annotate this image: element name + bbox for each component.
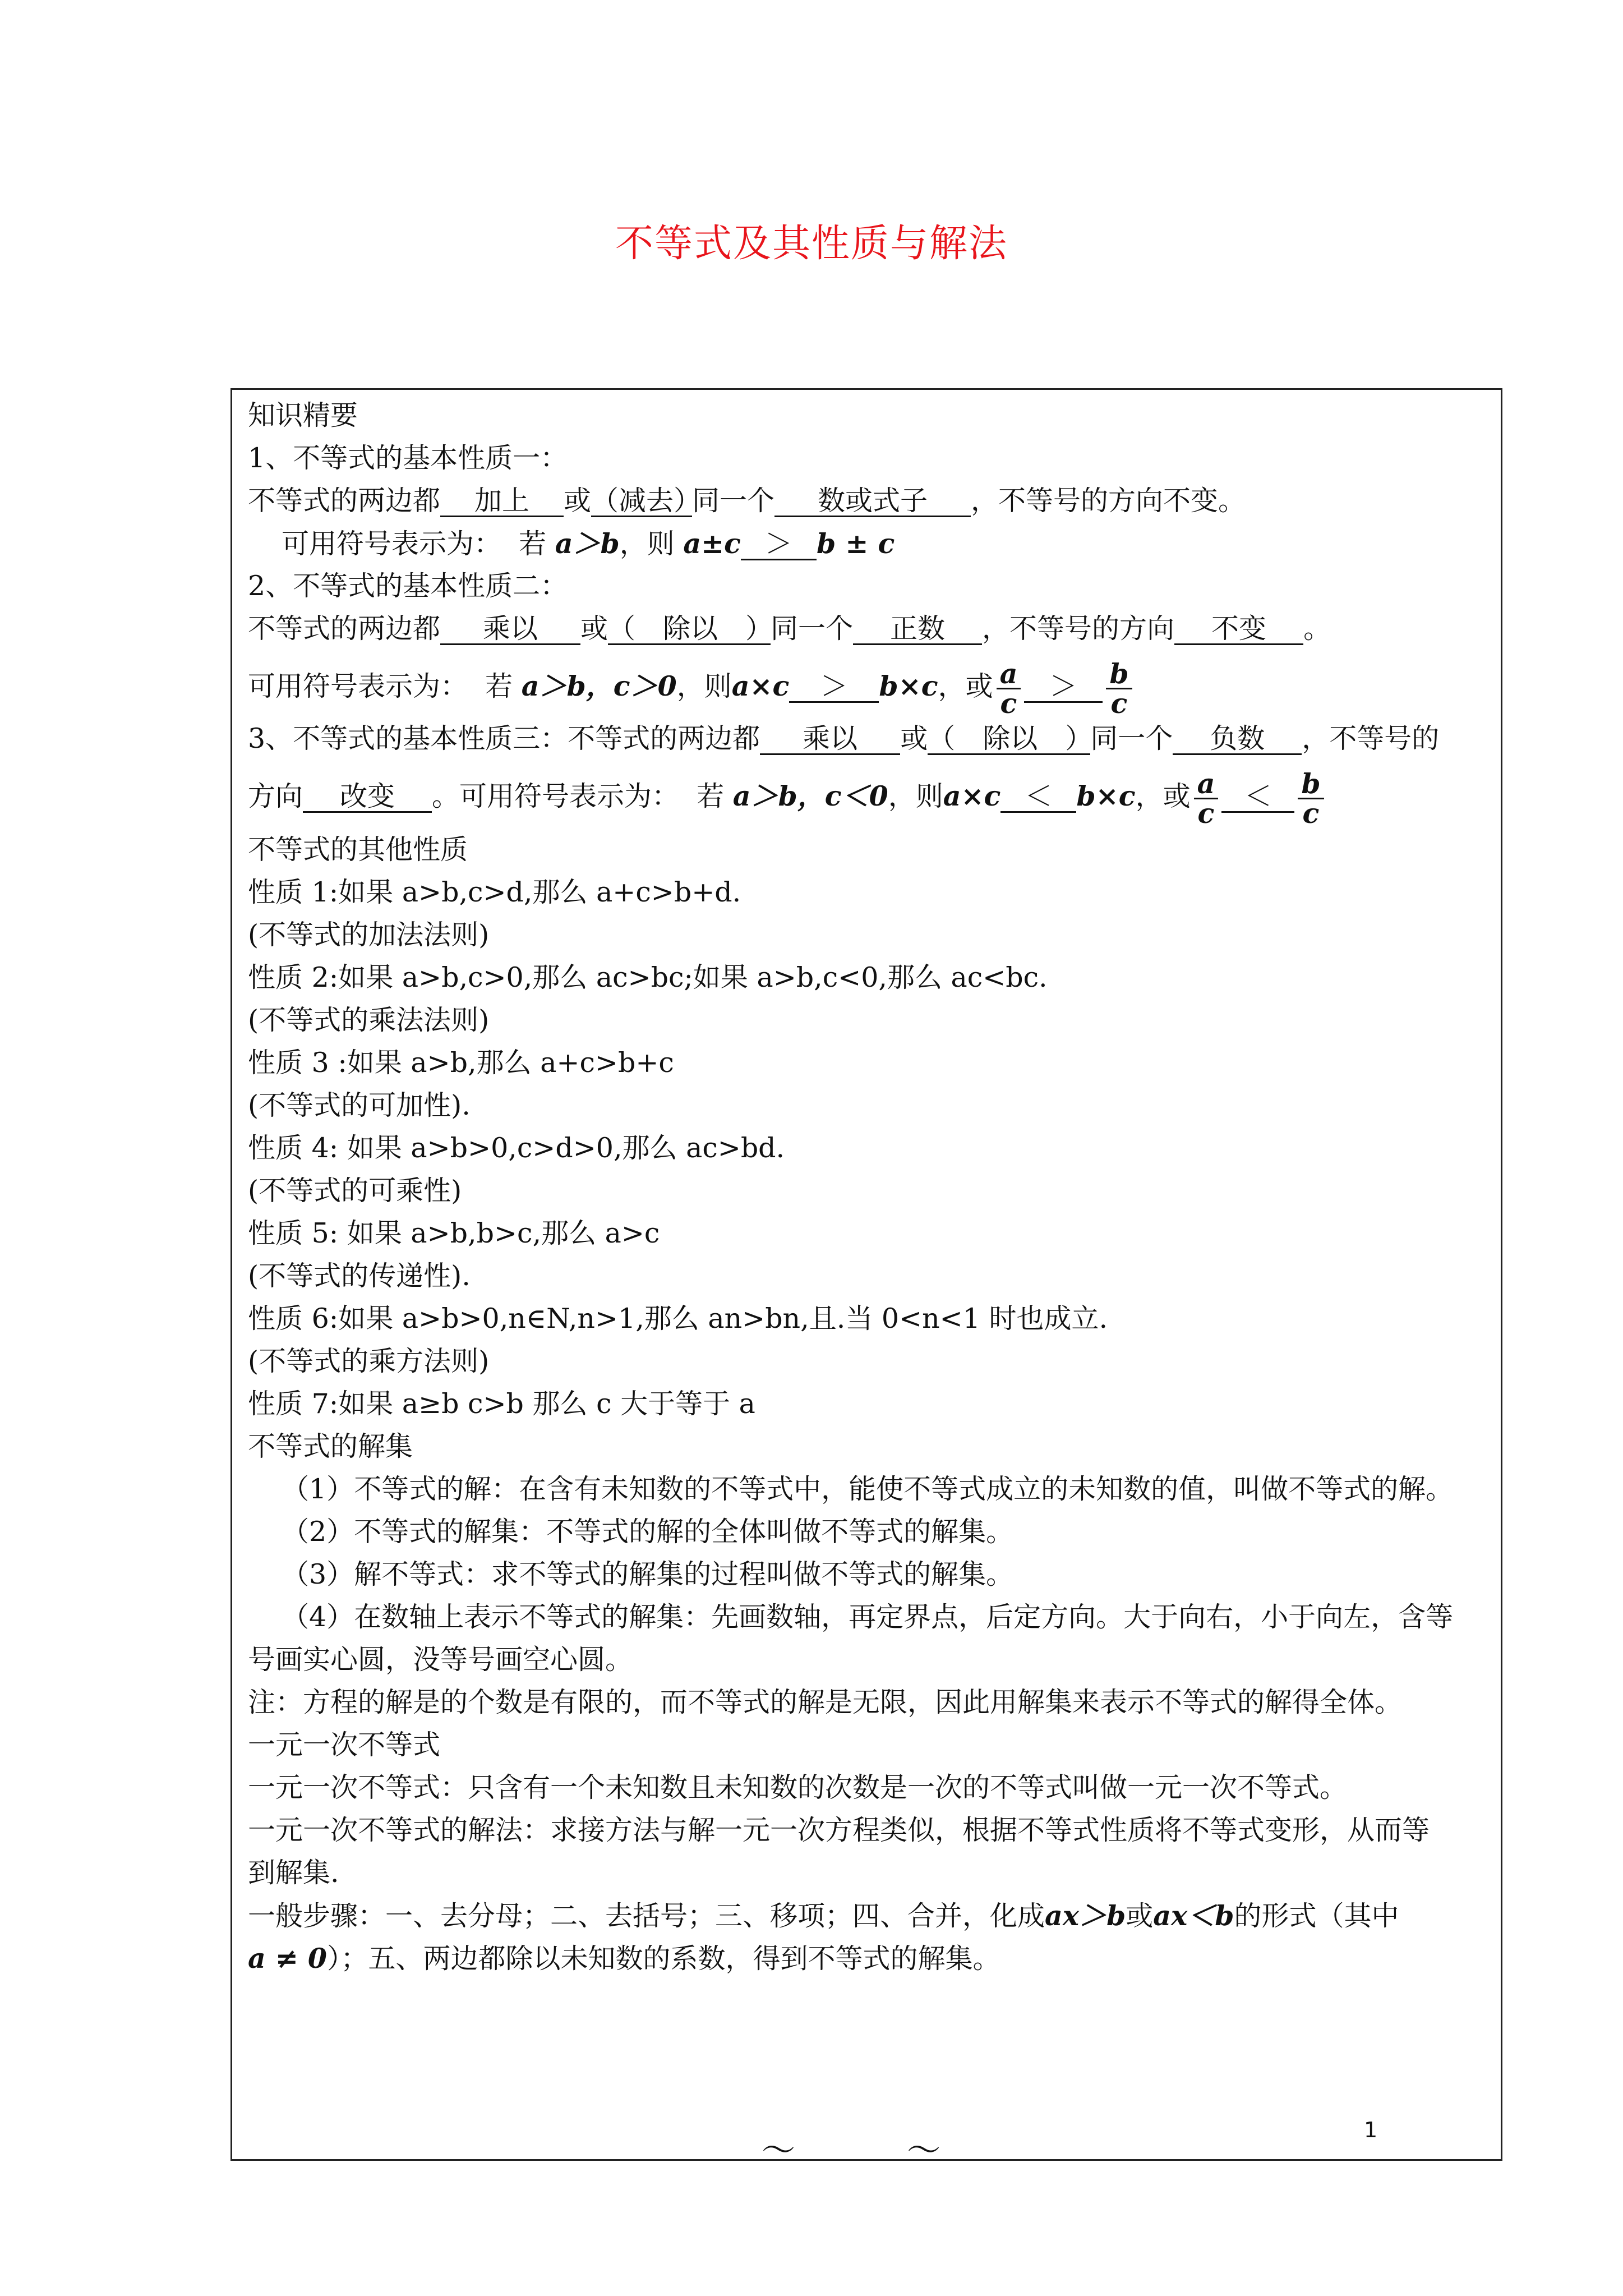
linear-method: 一元一次不等式的解法：求接方法与解一元一次方程类似，根据不等式性质将不等式变形，从而等: [248, 1814, 1430, 1846]
math-expression: a×c: [731, 670, 790, 702]
content-body: [248, 399, 1485, 1984]
fill-blank: ＜: [1000, 782, 1076, 813]
solution-item-continuation: 号画实心圆，没等号画空心圆。: [248, 1644, 633, 1676]
text-segment: 若: [485, 670, 513, 702]
text-segment: 3、不等式的基本性质三：不等式的两边都: [248, 723, 760, 754]
note: 注：方程的解是的个数是有限的，而不等式的解是无限，因此用解集来表示不等式的解得全体。: [248, 1686, 1403, 1718]
property2-heading: 2、不等式的基本性质二：: [248, 570, 568, 602]
fill-blank: 乘以: [760, 724, 900, 755]
text-segment: 可用符号表示为：: [282, 528, 502, 560]
fill-blank: 不变: [1174, 614, 1303, 645]
math-expression: a±c: [683, 527, 741, 560]
text-segment: ，则: [619, 528, 675, 560]
property-line: 性质 1:如果 a>b,c>d,那么 a+c>b+d.: [248, 876, 741, 908]
fraction-numerator: a: [997, 660, 1021, 689]
fill-blank: 正数: [853, 614, 982, 645]
linear-heading: 一元一次不等式: [248, 1729, 441, 1761]
property-line: 不等式的其他性质: [248, 834, 468, 866]
text-segment: ，或: [1135, 780, 1191, 812]
math-expression: a×c: [943, 780, 1001, 812]
property-line: 性质 2:如果 a>b,c>0,那么 ac>bc;如果 a>b,c<0,那么 ac<bc.: [248, 961, 1048, 993]
fraction: [1194, 767, 1219, 830]
text-segment: 一般步骤：一、去分母；二、去括号；三、移项；四、合并，化成: [248, 1900, 1045, 1932]
fraction: [997, 657, 1021, 720]
property-line: 性质 6:如果 a>b>0,n∈N,n>1,那么 an>bn,且.当 0<n<1 时也成立.: [248, 1303, 1108, 1335]
math-expression: b ± c: [817, 527, 895, 560]
math-expression: a＞b: [555, 527, 620, 560]
fill-blank: 数或式子: [774, 486, 971, 517]
fraction: [1106, 657, 1132, 720]
property-line: (不等式的传递性).: [248, 1260, 471, 1292]
solution-item: （1）不等式的解：在含有未知数的不等式中，能使不等式成立的未知数的值，叫做不等式的解。: [282, 1473, 1454, 1505]
text-segment: 方向: [248, 780, 303, 812]
text-segment: 或: [564, 485, 592, 517]
solution-item: （3）解不等式：求不等式的解集的过程叫做不等式的解集。: [282, 1558, 1014, 1590]
text-segment: 若: [519, 528, 547, 560]
property2-text: [248, 612, 1485, 655]
fraction-numerator: b: [1106, 660, 1132, 689]
text-segment: 不等式的两边都: [248, 485, 441, 517]
text-segment: 若: [697, 780, 725, 812]
property1-heading: 1、不等式的基本性质一：: [248, 442, 568, 474]
text-segment: ，不等号的: [1302, 723, 1440, 754]
property1-symbolic: [248, 527, 1485, 569]
fill-blank: ＞: [741, 530, 817, 560]
fraction-denominator: c: [1000, 687, 1017, 720]
text-segment: 同一个: [1090, 723, 1173, 754]
math-expression: a＞b: [521, 670, 586, 702]
property-line: (不等式的加法法则): [248, 919, 490, 951]
text-segment: 或: [1126, 1900, 1154, 1932]
property-line: 性质 5: 如果 a>b,b>c,那么 a>c: [248, 1217, 660, 1249]
math-expression: b×c: [879, 670, 938, 702]
text-segment: 。可用符号表示为：: [432, 780, 680, 812]
text-segment: 的形式（其中: [1234, 1900, 1399, 1932]
section-heading: 知识精要: [248, 399, 358, 431]
linear-definition: 一元一次不等式：只含有一个未知数且未知数的次数是一次的不等式叫做一元一次不等式。: [248, 1772, 1348, 1803]
content-box: [230, 388, 1502, 2161]
fraction: [1298, 767, 1324, 830]
property-line: 性质 3 :如果 a>b,那么 a+c>b+c: [248, 1047, 674, 1079]
fill-blank: 改变: [303, 782, 432, 813]
fill-blank: 负数: [1173, 724, 1302, 755]
text-segment: 或: [580, 613, 608, 645]
linear-method-continuation: 到解集.: [248, 1857, 339, 1889]
math-expression: ，c＞0: [585, 670, 677, 702]
fill-blank: （减去）: [591, 485, 702, 517]
text-segment: 不等式的两边都: [248, 613, 441, 645]
property3-text: [248, 722, 1485, 765]
math-expression: a ≠ 0: [248, 1942, 328, 1975]
text-segment: 同一个: [771, 613, 854, 645]
page-number: 1: [1364, 2118, 1378, 2142]
other-properties: [248, 833, 1485, 1473]
fraction-denominator: c: [1302, 797, 1320, 830]
math-expression: ax＞b: [1045, 1899, 1126, 1932]
property1-text: [248, 484, 1485, 527]
text-segment: ，不等号的方向: [982, 613, 1175, 645]
fill-blank: ＜: [1221, 782, 1294, 813]
property-line: 不等式的解集: [248, 1430, 413, 1462]
text-segment: ）；五、两边都除以未知数的系数，得到不等式的解集。: [327, 1943, 1000, 1975]
fraction-denominator: c: [1110, 687, 1128, 720]
text-segment: 可用符号表示为：: [248, 670, 468, 702]
fill-blank: 加上: [440, 486, 564, 517]
math-expression: a＞b: [732, 780, 797, 812]
property2-symbolic: [248, 655, 1485, 720]
fill-blank: （ 除以 ）: [608, 613, 773, 645]
math-expression: ax＜b: [1153, 1899, 1234, 1932]
text-segment: ，或: [938, 670, 993, 702]
property-line: 性质 4: 如果 a>b>0,c>d>0,那么 ac>bd.: [248, 1132, 785, 1164]
steps-line-continuation: [248, 1941, 1485, 1984]
text-segment: 或: [900, 723, 928, 754]
text-segment: ，则: [676, 670, 732, 702]
text-segment: 。: [1303, 613, 1331, 645]
math-expression: b×c: [1076, 780, 1136, 812]
property-line: (不等式的可乘性): [248, 1175, 462, 1207]
fill-blank: ＞: [1024, 672, 1103, 703]
page-title: 不等式及其性质与解法: [615, 222, 1008, 266]
fraction-denominator: c: [1197, 797, 1215, 830]
fill-blank: ＞: [789, 672, 879, 703]
fill-blank: （ 除以 ）: [928, 723, 1093, 754]
property-line: 性质 7:如果 a≥b c>b 那么 c 大于等于 a: [248, 1388, 755, 1420]
property3-symbolic: [248, 765, 1485, 830]
fill-blank: 乘以: [440, 614, 580, 645]
property-line: (不等式的乘法法则): [248, 1004, 490, 1036]
text-segment: 同一个: [692, 485, 775, 517]
fraction-numerator: a: [1194, 770, 1219, 799]
solution-item: （2）不等式的解集：不等式的解的全体叫做不等式的解集。: [282, 1516, 1014, 1548]
steps-line: [248, 1899, 1485, 1941]
text-segment: ，则: [888, 780, 943, 812]
property-line: (不等式的乘方法则): [248, 1345, 490, 1377]
fraction-numerator: b: [1298, 770, 1324, 799]
solution-item: （4）在数轴上表示不等式的解集：先画数轴，再定界点，后定方向。大于向右，小于向左，含等: [282, 1601, 1454, 1633]
property-line: (不等式的可加性).: [248, 1089, 471, 1121]
text-segment: ，不等号的方向不变。: [971, 485, 1246, 517]
math-expression: ，c＜0: [797, 780, 888, 812]
footer-tilde: ～ ～: [762, 2131, 992, 2170]
